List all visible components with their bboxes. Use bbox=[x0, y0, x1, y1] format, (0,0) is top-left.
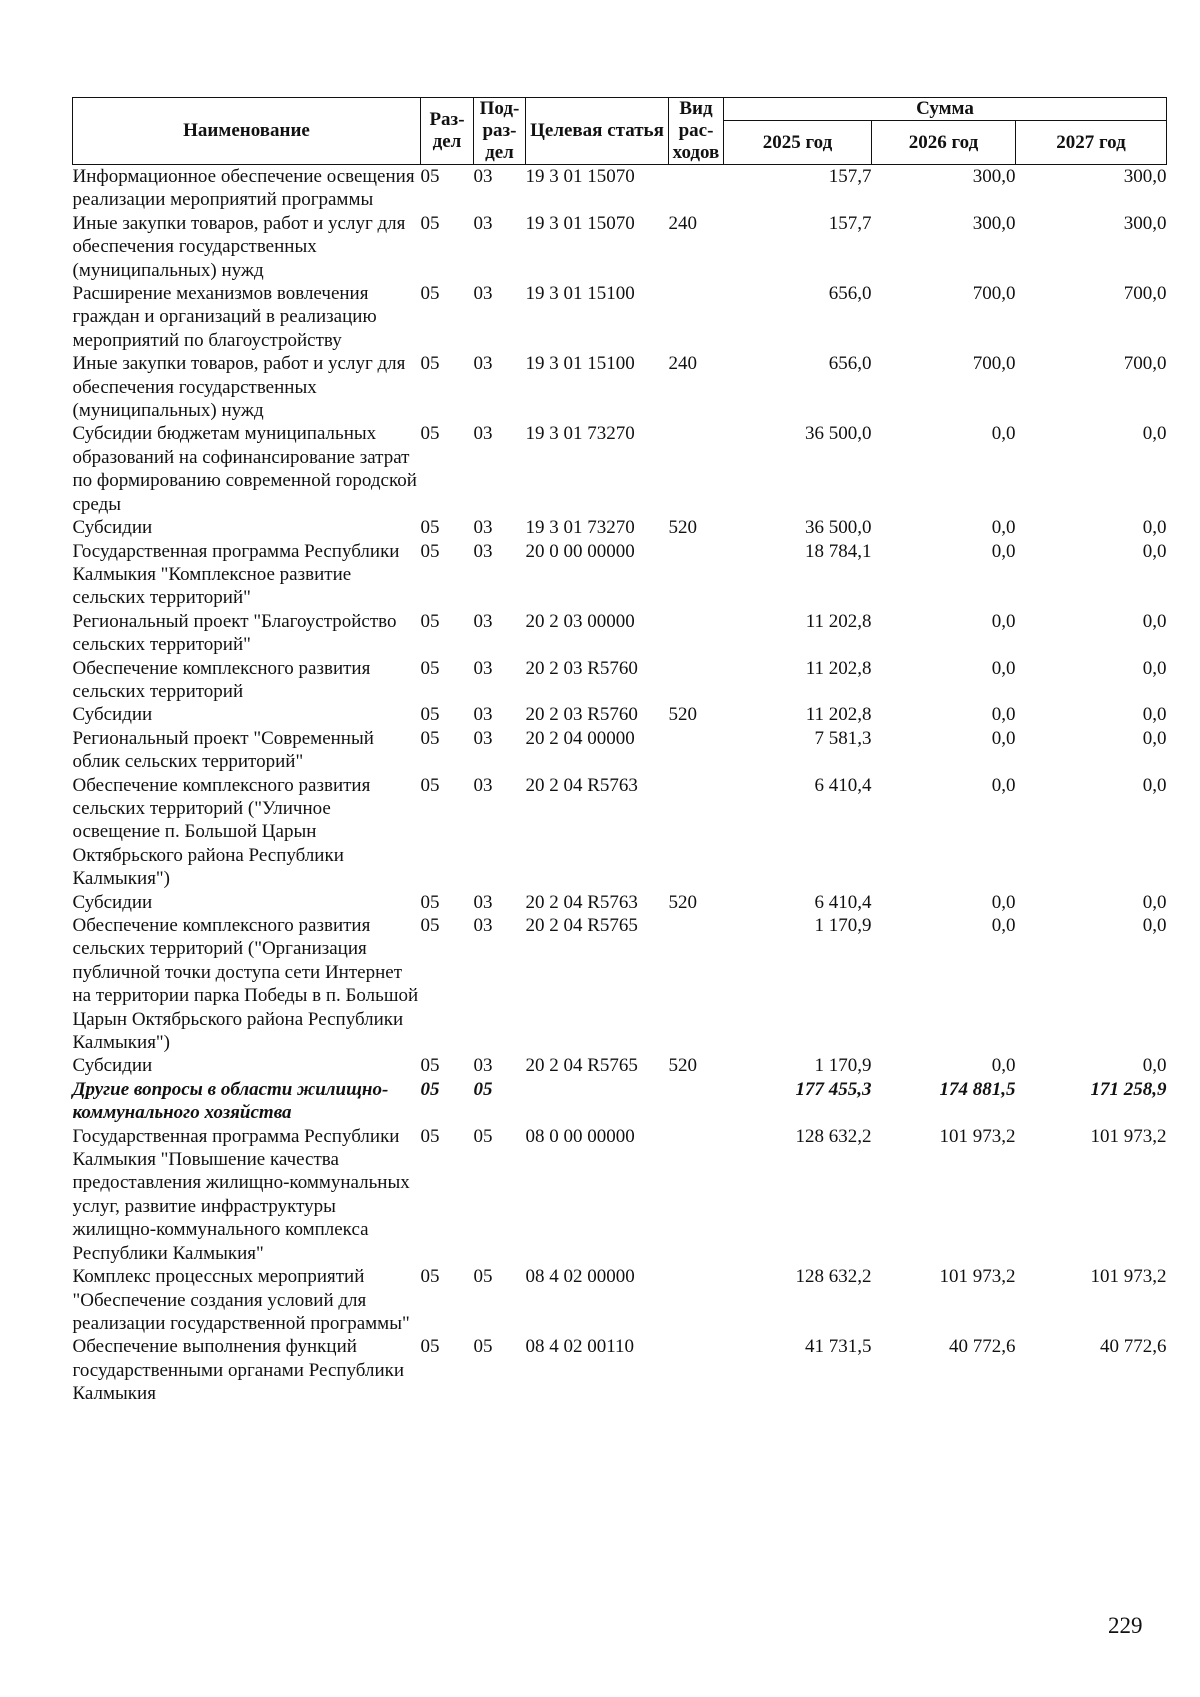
row-expense-kind: 520 bbox=[668, 517, 697, 539]
row-section: 05 bbox=[420, 774, 440, 796]
row-name: Комплекс процессных мероприятий "Обеспечение создания условий для реализации государственной программы" bbox=[72, 1266, 410, 1334]
row-sum-2027: 0,0 bbox=[1142, 774, 1167, 796]
row-target-article: 08 0 00 00000 bbox=[525, 1125, 635, 1147]
row-sum-2025: 7 581,3 bbox=[814, 727, 872, 749]
budget-table bbox=[72, 97, 1167, 1406]
row-sum-2025: 656,0 bbox=[828, 283, 872, 305]
header-year-2026: 2026 год bbox=[872, 121, 1016, 165]
row-name: Субсидии bbox=[72, 517, 153, 539]
table-row bbox=[73, 282, 1167, 352]
table-row bbox=[73, 1335, 1167, 1405]
row-expense-kind: 520 bbox=[668, 891, 697, 913]
row-sum-2025: 6 410,4 bbox=[814, 891, 872, 913]
row-sum-2025: 18 784,1 bbox=[805, 540, 872, 562]
row-sum-2027: 0,0 bbox=[1142, 423, 1167, 445]
table-body bbox=[73, 165, 1167, 1406]
row-sum-2025: 36 500,0 bbox=[805, 517, 872, 539]
row-name: Региональный проект "Современный облик сельских территорий" bbox=[72, 727, 374, 773]
table-row bbox=[73, 212, 1167, 282]
row-section: 05 bbox=[420, 1078, 440, 1100]
header-section: Раз-дел bbox=[421, 98, 474, 165]
row-expense-kind: 520 bbox=[668, 704, 697, 726]
row-sum-2026: 0,0 bbox=[991, 540, 1016, 562]
row-sum-2026: 700,0 bbox=[972, 283, 1016, 305]
row-section: 05 bbox=[420, 283, 440, 305]
row-section: 05 bbox=[420, 727, 440, 749]
row-expense-kind bbox=[669, 422, 724, 516]
row-subsection: 03 bbox=[473, 704, 493, 726]
row-sum-2027: 0,0 bbox=[1142, 1055, 1167, 1077]
row-sum-2025: 128 632,2 bbox=[795, 1266, 872, 1288]
row-name: Обеспечение комплексного развития сельских территорий ("Организация публичной точки доступа сети Интернет на территории парка Победы в п. Большой Царын Октябрьского района Республики Калмыкия") bbox=[72, 915, 419, 1054]
row-expense-kind bbox=[669, 1335, 724, 1405]
row-sum-2025: 177 455,3 bbox=[795, 1078, 872, 1100]
row-subsection: 03 bbox=[473, 657, 493, 679]
row-sum-2026: 101 973,2 bbox=[939, 1125, 1016, 1147]
row-target-article: 19 3 01 15070 bbox=[525, 166, 635, 187]
row-subsection: 05 bbox=[473, 1336, 493, 1358]
row-sum-2025: 157,7 bbox=[828, 212, 872, 234]
row-sum-2026: 40 772,6 bbox=[949, 1336, 1016, 1358]
row-section: 05 bbox=[420, 891, 440, 913]
row-section: 05 bbox=[420, 1125, 440, 1147]
row-subsection: 03 bbox=[473, 166, 493, 187]
page-number: 229 bbox=[1108, 1613, 1143, 1638]
row-expense-kind: 520 bbox=[668, 1055, 697, 1077]
header-year-2027: 2027 год bbox=[1016, 121, 1167, 165]
row-sum-2026: 0,0 bbox=[991, 423, 1016, 445]
row-target-article: 19 3 01 73270 bbox=[525, 517, 635, 539]
row-expense-kind bbox=[669, 165, 724, 212]
row-subsection: 03 bbox=[473, 423, 493, 445]
row-target-article: 20 2 04 R5763 bbox=[525, 891, 638, 913]
row-sum-2026: 0,0 bbox=[991, 704, 1016, 726]
table-row bbox=[73, 610, 1167, 657]
row-name: Субсидии bbox=[72, 891, 153, 913]
row-sum-2026: 0,0 bbox=[991, 915, 1016, 936]
row-section: 05 bbox=[420, 704, 440, 726]
row-sum-2026: 0,0 bbox=[991, 727, 1016, 749]
row-expense-kind: 240 bbox=[668, 212, 697, 234]
row-sum-2025: 36 500,0 bbox=[805, 423, 872, 445]
row-sum-2027: 0,0 bbox=[1142, 657, 1167, 679]
row-sum-2027: 0,0 bbox=[1142, 517, 1167, 539]
row-sum-2025: 6 410,4 bbox=[814, 774, 872, 796]
row-section: 05 bbox=[420, 1055, 440, 1077]
table-row bbox=[73, 1078, 1167, 1125]
row-section: 05 bbox=[420, 166, 440, 187]
row-subsection: 03 bbox=[473, 540, 493, 562]
table-row bbox=[73, 727, 1167, 774]
table-row bbox=[73, 891, 1167, 914]
row-target-article: 20 2 03 R5760 bbox=[525, 704, 638, 726]
header-name: Наименование bbox=[73, 98, 421, 165]
row-name: Государственная программа Республики Калмыкия "Повышение качества предоставления жилищно-коммунальных услуг, развитие инфраструктуры жилищно-коммунального комплекса Республики Калмыкия" bbox=[72, 1125, 410, 1264]
row-name: Субсидии bbox=[72, 1055, 153, 1077]
row-target-article: 08 4 02 00110 bbox=[525, 1336, 635, 1358]
row-name: Государственная программа Республики Калмыкия "Комплексное развитие сельских территорий" bbox=[72, 540, 400, 609]
row-name: Обеспечение комплексного развития сельских территорий bbox=[72, 657, 371, 702]
row-subsection: 03 bbox=[473, 610, 493, 632]
row-subsection: 05 bbox=[473, 1266, 493, 1288]
row-subsection: 03 bbox=[473, 283, 493, 305]
row-sum-2027: 40 772,6 bbox=[1100, 1336, 1167, 1358]
row-sum-2026: 0,0 bbox=[991, 610, 1016, 632]
row-sum-2026: 0,0 bbox=[991, 657, 1016, 679]
table-row bbox=[73, 1125, 1167, 1265]
row-sum-2026: 700,0 bbox=[972, 353, 1016, 375]
row-sum-2026: 0,0 bbox=[991, 1055, 1016, 1077]
row-subsection: 03 bbox=[473, 891, 493, 913]
row-sum-2027: 0,0 bbox=[1142, 704, 1167, 726]
row-sum-2027: 300,0 bbox=[1123, 212, 1167, 234]
row-target-article: 20 2 04 R5765 bbox=[525, 1055, 638, 1077]
row-sum-2025: 1 170,9 bbox=[814, 1055, 872, 1077]
row-name: Обеспечение выполнения функций государственными органами Республики Калмыкия bbox=[72, 1336, 405, 1405]
row-target-article: 19 3 01 15070 bbox=[525, 212, 635, 234]
row-sum-2025: 11 202,8 bbox=[805, 610, 872, 632]
row-section: 05 bbox=[420, 353, 440, 375]
row-expense-kind bbox=[669, 727, 724, 774]
row-sum-2027: 101 973,2 bbox=[1090, 1266, 1167, 1288]
table-row bbox=[73, 1054, 1167, 1077]
row-section: 05 bbox=[420, 540, 440, 562]
row-sum-2026: 101 973,2 bbox=[939, 1266, 1016, 1288]
row-target-article: 20 2 03 R5760 bbox=[525, 657, 638, 679]
row-sum-2027: 0,0 bbox=[1142, 727, 1167, 749]
row-name: Региональный проект "Благоустройство сельских территорий" bbox=[72, 610, 397, 656]
row-sum-2027: 0,0 bbox=[1142, 540, 1167, 562]
row-target-article: 20 2 03 00000 bbox=[525, 610, 635, 632]
header-sum: Сумма bbox=[724, 98, 1167, 121]
row-name: Информационное обеспечение освещения реализации мероприятий программы bbox=[72, 166, 415, 211]
row-expense-kind bbox=[669, 1078, 724, 1125]
row-name: Другие вопросы в области жилищно-коммунального хозяйства bbox=[72, 1078, 389, 1124]
row-sum-2027: 700,0 bbox=[1123, 353, 1167, 375]
table-row bbox=[73, 1265, 1167, 1335]
row-section: 05 bbox=[420, 423, 440, 445]
row-subsection: 03 bbox=[473, 1055, 493, 1077]
row-name: Обеспечение комплексного развития сельских территорий ("Уличное освещение п. Большой Царын Октябрьского района Республики Калмыкия") bbox=[72, 774, 371, 890]
row-sum-2027: 101 973,2 bbox=[1090, 1125, 1167, 1147]
row-section: 05 bbox=[420, 1336, 440, 1358]
row-expense-kind bbox=[669, 1125, 724, 1265]
row-sum-2027: 171 258,9 bbox=[1090, 1078, 1167, 1100]
row-expense-kind: 240 bbox=[668, 353, 697, 375]
row-target-article: 19 3 01 73270 bbox=[525, 423, 635, 445]
row-expense-kind bbox=[669, 540, 724, 610]
row-expense-kind bbox=[669, 1265, 724, 1335]
row-section: 05 bbox=[420, 1266, 440, 1288]
row-section: 05 bbox=[420, 915, 440, 936]
row-subsection: 05 bbox=[473, 1078, 493, 1100]
row-expense-kind bbox=[669, 610, 724, 657]
row-sum-2027: 0,0 bbox=[1142, 891, 1167, 913]
row-sum-2025: 128 632,2 bbox=[795, 1125, 872, 1147]
row-subsection: 03 bbox=[473, 774, 493, 796]
row-target-article bbox=[526, 1078, 669, 1125]
row-name: Расширение механизмов вовлечения граждан и организаций в реализацию мероприятий по благоустройству bbox=[72, 283, 377, 351]
row-sum-2027: 0,0 bbox=[1142, 610, 1167, 632]
table-row bbox=[73, 703, 1167, 726]
row-section: 05 bbox=[420, 212, 440, 234]
row-sum-2026: 0,0 bbox=[991, 774, 1016, 796]
row-target-article: 19 3 01 15100 bbox=[525, 283, 635, 305]
row-section: 05 bbox=[420, 517, 440, 539]
row-target-article: 20 0 00 00000 bbox=[525, 540, 635, 562]
row-target-article: 08 4 02 00000 bbox=[525, 1266, 635, 1288]
row-name: Субсидии bbox=[72, 704, 153, 726]
row-sum-2025: 157,7 bbox=[828, 166, 872, 187]
table-row bbox=[73, 540, 1167, 610]
row-subsection: 03 bbox=[473, 353, 493, 375]
header-year-2025: 2025 год bbox=[724, 121, 872, 165]
row-expense-kind bbox=[669, 657, 724, 704]
row-sum-2026: 0,0 bbox=[991, 517, 1016, 539]
row-sum-2026: 300,0 bbox=[972, 212, 1016, 234]
row-sum-2026: 174 881,5 bbox=[939, 1078, 1016, 1100]
row-target-article: 20 2 04 R5765 bbox=[525, 915, 638, 936]
row-expense-kind bbox=[669, 914, 724, 1054]
row-sum-2027: 300,0 bbox=[1123, 166, 1167, 187]
table-row bbox=[73, 422, 1167, 516]
row-sum-2025: 1 170,9 bbox=[814, 915, 872, 936]
row-subsection: 03 bbox=[473, 727, 493, 749]
header-expense-kind: Вид рас-ходов bbox=[669, 98, 724, 165]
row-sum-2025: 41 731,5 bbox=[805, 1336, 872, 1358]
table-row bbox=[73, 165, 1167, 212]
row-target-article: 20 2 04 00000 bbox=[525, 727, 635, 749]
row-sum-2025: 656,0 bbox=[828, 353, 872, 375]
row-sum-2027: 700,0 bbox=[1123, 283, 1167, 305]
row-name: Субсидии бюджетам муниципальных образований на софинансирование затрат по формированию современной городской среды bbox=[72, 423, 417, 515]
row-target-article: 19 3 01 15100 bbox=[525, 353, 635, 375]
row-sum-2026: 0,0 bbox=[991, 891, 1016, 913]
row-subsection: 03 bbox=[473, 212, 493, 234]
row-subsection: 03 bbox=[473, 915, 493, 936]
row-name: Иные закупки товаров, работ и услуг для обеспечения государственных (муниципальных) нужд bbox=[72, 353, 406, 422]
table-row bbox=[73, 774, 1167, 891]
row-sum-2026: 300,0 bbox=[972, 166, 1016, 187]
row-section: 05 bbox=[420, 610, 440, 632]
row-sum-2025: 11 202,8 bbox=[805, 657, 872, 679]
row-subsection: 03 bbox=[473, 517, 493, 539]
table-row bbox=[73, 914, 1167, 1054]
row-section: 05 bbox=[420, 657, 440, 679]
table-header bbox=[73, 98, 1167, 165]
row-sum-2027: 0,0 bbox=[1142, 915, 1167, 936]
table-row bbox=[73, 516, 1167, 539]
row-subsection: 05 bbox=[473, 1125, 493, 1147]
header-subsection: Под-раз-дел bbox=[474, 98, 526, 165]
row-sum-2025: 11 202,8 bbox=[805, 704, 872, 726]
table-row bbox=[73, 657, 1167, 704]
row-expense-kind bbox=[669, 282, 724, 352]
row-name: Иные закупки товаров, работ и услуг для обеспечения государственных (муниципальных) нужд bbox=[72, 212, 406, 281]
row-target-article: 20 2 04 R5763 bbox=[525, 774, 638, 796]
table-row bbox=[73, 352, 1167, 422]
row-expense-kind bbox=[669, 774, 724, 891]
header-target-article: Целевая статья bbox=[526, 98, 669, 165]
